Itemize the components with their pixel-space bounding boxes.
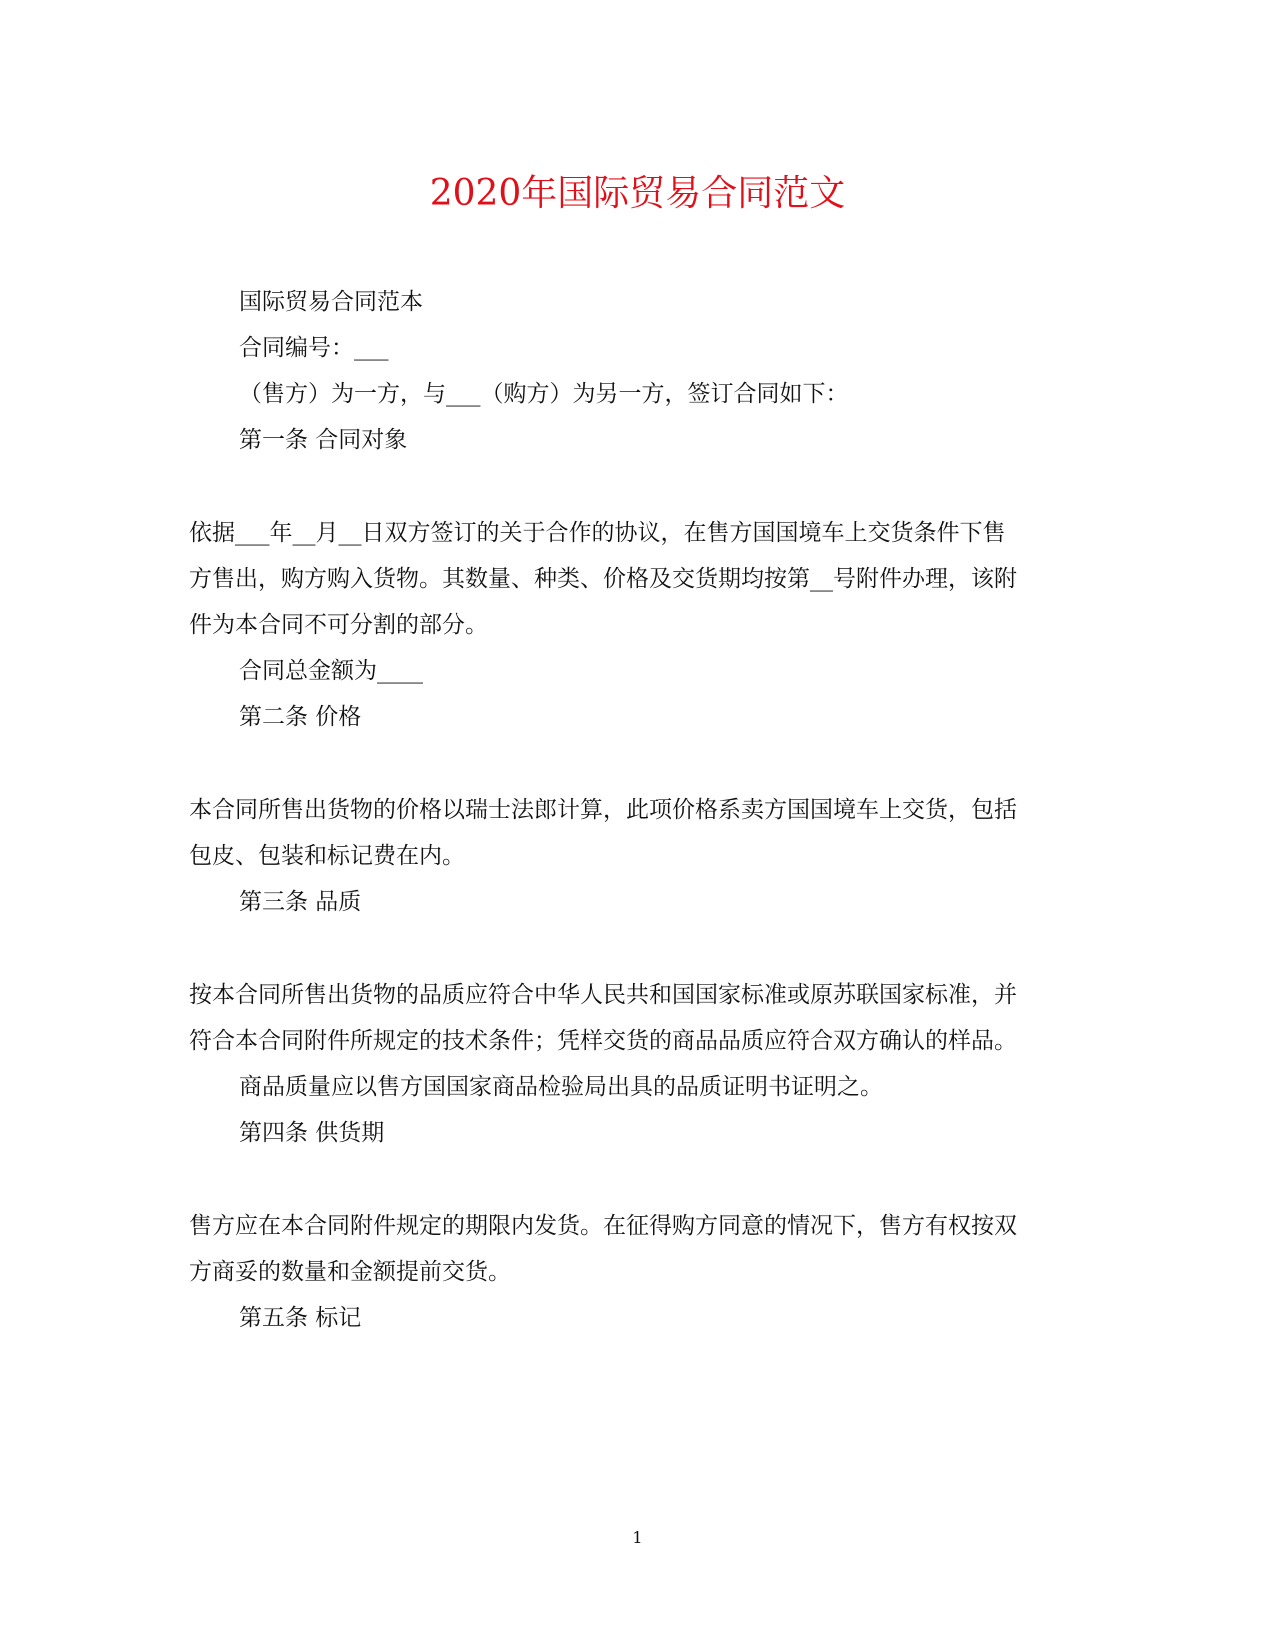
page-number: 1 <box>632 1528 643 1547</box>
article-1-paragraph-line: 方售出，购方购入货物。其数量、种类、价格及交货期均按第__号附件办理，该附 <box>189 566 1017 592</box>
article-2-paragraph-line: 本合同所售出货物的价格以瑞士法郎计算，此项价格系卖方国国境车上交货，包括 <box>189 797 1017 823</box>
article-1-paragraph-line: 依据___年__月__日双方签订的关于合作的协议，在售方国国境车上交货条件下售 <box>189 520 1006 546</box>
document-title: 2020年国际贸易合同范文 <box>429 173 846 214</box>
article-1-heading: 第一条 合同对象 <box>239 427 408 453</box>
article-4-paragraph-line: 售方应在本合同附件规定的期限内发货。在征得购方同意的情况下，售方有权按双 <box>189 1213 1017 1239</box>
article-2-paragraph-line: 包皮、包装和标记费在内。 <box>189 843 465 869</box>
article-1-paragraph-line: 件为本合同不可分割的部分。 <box>189 612 488 638</box>
parties-line: （售方）为一方，与___（购方）为另一方，签订合同如下： <box>239 381 849 407</box>
contract-template-label: 国际贸易合同范本 <box>239 289 423 315</box>
quality-certificate-line: 商品质量应以售方国国家商品检验局出具的品质证明书证明之。 <box>239 1074 883 1100</box>
article-3-paragraph-line: 按本合同所售出货物的品质应符合中华人民共和国国家标准或原苏联国家标准，并 <box>189 982 1017 1008</box>
article-4-heading: 第四条 供货期 <box>239 1120 385 1146</box>
article-3-heading: 第三条 品质 <box>239 889 362 915</box>
article-3-paragraph-line: 符合本合同附件所规定的技术条件；凭样交货的商品品质应符合双方确认的样品。 <box>189 1028 1017 1054</box>
article-5-heading: 第五条 标记 <box>239 1305 362 1331</box>
article-4-paragraph-line: 方商妥的数量和金额提前交货。 <box>189 1259 511 1285</box>
article-2-heading: 第二条 价格 <box>239 704 362 730</box>
contract-number-line: 合同编号：___ <box>239 335 389 361</box>
total-amount-line: 合同总金额为____ <box>239 658 423 684</box>
